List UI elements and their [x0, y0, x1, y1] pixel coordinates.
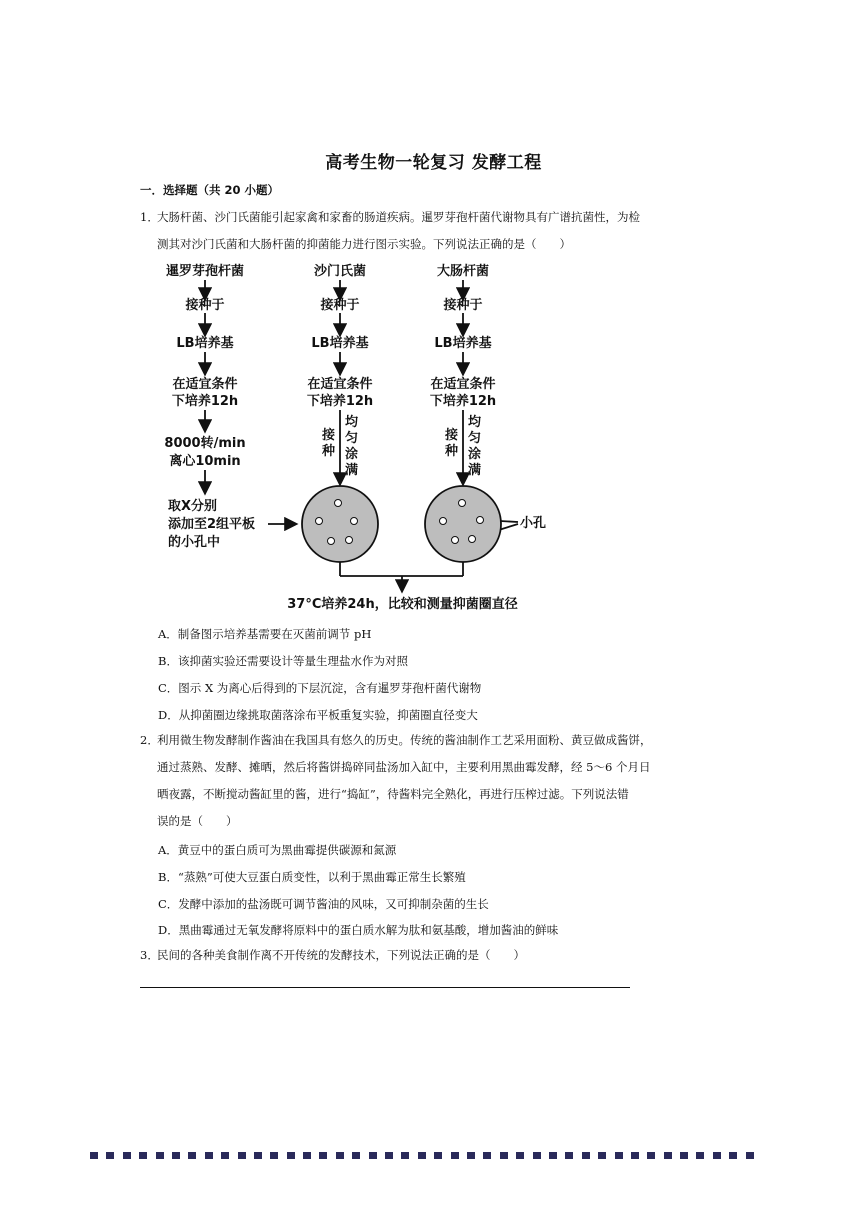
step-label: LB培养基 [311, 336, 369, 351]
question-2 [140, 727, 740, 835]
option-d: D．黑曲霉通过无氧发酵将原料中的蛋白质水解为肽和氨基酸，增加酱油的鲜味 [158, 923, 559, 937]
option-b: B．“蒸熟”可使大豆蛋白质变性，以利于黑曲霉正常生长繁殖 [158, 870, 466, 884]
step-label: 在适宜条件 [430, 377, 496, 392]
side-label-spread: 均匀涂满 [468, 415, 482, 478]
step-label: 在适宜条件 [172, 377, 238, 392]
page-title: 高考生物一轮复习 发酵工程 [325, 153, 542, 173]
question-number: 2． [140, 733, 159, 747]
question-text: 利用微生物发酵制作酱油在我国具有悠久的历史。传统的酱油制作工艺采用面粉、黄豆做成酱饼， [157, 733, 652, 747]
step-label: 的小孔中 [168, 535, 221, 550]
question-text: 误的是（ ） [157, 814, 238, 828]
step-label: 接种于 [185, 298, 225, 313]
experiment-diagram [140, 258, 560, 618]
petri-dish-ecoli [425, 486, 501, 562]
step-label: 8000转/min [164, 436, 246, 451]
question-text: 测其对沙门氏菌和大肠杆菌的抑菌能力进行图示实验。下列说法正确的是（ ） [157, 237, 571, 251]
question-text: 民间的各种美食制作离不开传统的发酵技术，下列说法正确的是（ ） [157, 948, 525, 962]
hole-label: 小孔 [520, 516, 547, 531]
option-c: C．发酵中添加的盐汤既可调节酱油的风味，又可抑制杂菌的生长 [158, 897, 489, 911]
step-label: LB培养基 [434, 336, 492, 351]
step-label: 取X分别 [168, 499, 218, 514]
question-1 [140, 204, 740, 258]
step-label: 在适宜条件 [307, 377, 373, 392]
option-b: B．该抑菌实验还需要设计等量生理盐水作为对照 [158, 654, 408, 668]
question-text: 通过蒸熟、发酵、摊晒，然后将酱饼捣碎同盐汤加入缸中，主要利用黑曲霉发酵，经 5～6 个月日 [157, 760, 651, 774]
side-label-inoculate: 接种 [445, 428, 459, 459]
option-d: D．从抑菌圈边缘挑取菌落涂布平板重复实验，抑菌圈直径变大 [158, 708, 478, 722]
option-c: C．图示 X 为离心后得到的下层沉淀，含有暹罗芽孢杆菌代谢物 [158, 681, 482, 695]
question-number: 3． [140, 948, 159, 962]
option-a: A．制备图示培养基需要在灭菌前调节 pH [158, 627, 372, 641]
step-label: 下培养12h [171, 394, 239, 409]
step-label: 离心10min [169, 454, 241, 469]
question-3 [140, 942, 740, 969]
organism-label: 暹罗芽孢杆菌 [165, 264, 244, 279]
option-a: A．黄豆中的蛋白质可为黑曲霉提供碳源和氮源 [158, 843, 397, 857]
organism-label: 大肠杆菌 [436, 264, 489, 279]
question-text: 大肠杆菌、沙门氏菌能引起家禽和家畜的肠道疾病。暹罗芽孢杆菌代谢物具有广谱抗菌性，为检 [157, 210, 640, 224]
step-label: LB培养基 [176, 336, 234, 351]
divider-line [140, 987, 630, 988]
side-label-spread: 均匀涂满 [345, 415, 359, 478]
step-label: 下培养12h [429, 394, 497, 409]
final-step-label: 37°C培养24h，比较和测量抑菌圈直径 [287, 597, 518, 612]
organism-label: 沙门氏菌 [313, 264, 366, 279]
step-label: 添加至2组平板 [168, 517, 256, 532]
step-label: 接种于 [443, 298, 483, 313]
question-text: 晒夜露，不断搅动酱缸里的酱，进行“捣缸”，待酱料完全熟化，再进行压榨过滤。下列说法错 [157, 787, 629, 801]
step-label: 下培养12h [306, 394, 374, 409]
side-label-inoculate: 接种 [322, 428, 336, 459]
question-number: 1． [140, 210, 159, 224]
footer-decoration [90, 1152, 780, 1160]
step-label: 接种于 [320, 298, 360, 313]
petri-dish-salmonella [302, 486, 378, 562]
section-heading: 一．选择题（共 20 小题） [140, 183, 280, 197]
